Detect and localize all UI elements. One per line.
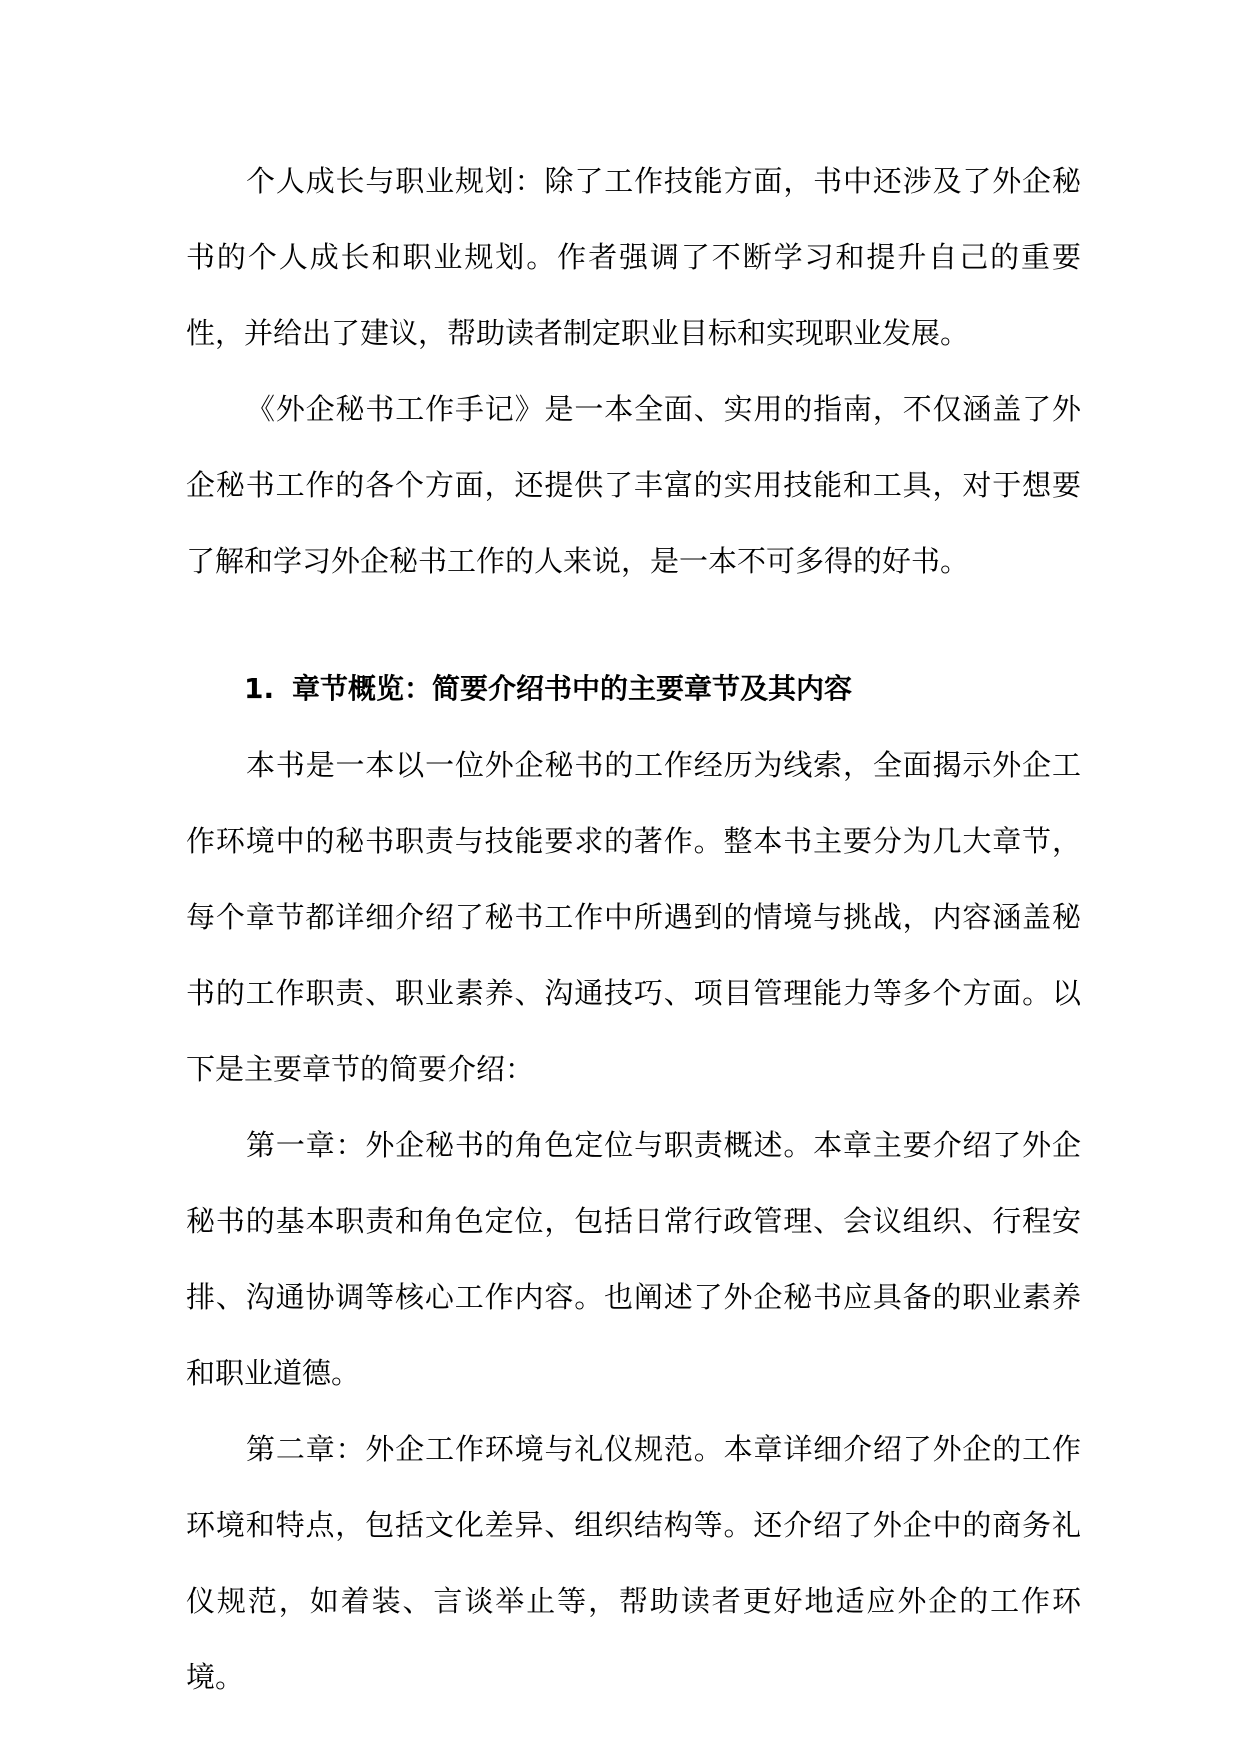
section-number: 1.: [244, 672, 275, 705]
paragraph-chapter-one: 第一章：外企秘书的角色定位与职责概述。本章主要介绍了外企秘书的基本职责和角色定位，包括日常行政管理、会议组织、行程安排、沟通协调等核心工作内容。也阐述了外企秘书应具备的职业素养和职业道德。: [186, 1128, 1081, 1390]
document-body: [186, 143, 1081, 1715]
paragraph-chapter-two: 第二章：外企工作环境与礼仪规范。本章详细介绍了外企的工作环境和特点，包括文化差异、组织结构等。还介绍了外企中的商务礼仪规范，如着装、言谈举止等，帮助读者更好地适应外企的工作环境。: [186, 1432, 1081, 1694]
paragraph-career-growth: 个人成长与职业规划：除了工作技能方面，书中还涉及了外企秘书的个人成长和职业规划。作者强调了不断学习和提升自己的重要性，并给出了建议，帮助读者制定职业目标和实现职业发展。: [186, 164, 1081, 350]
section-heading: [186, 651, 1081, 727]
paragraph-book-intro: 本书是一本以一位外企秘书的工作经历为线索，全面揭示外企工作环境中的秘书职责与技能要求的著作。整本书主要分为几大章节，每个章节都详细介绍了秘书工作中所遇到的情境与挑战，内容涵盖秘书的工作职责、职业素养、沟通技巧、项目管理能力等多个方面。以下是主要章节的简要介绍：: [186, 748, 1081, 1086]
paragraph-book-summary: 《外企秘书工作手记》是一本全面、实用的指南，不仅涵盖了外企秘书工作的各个方面，还提供了丰富的实用技能和工具，对于想要了解和学习外企秘书工作的人来说，是一本不可多得的好书。: [186, 392, 1081, 578]
section-title: 章节概览：简要介绍书中的主要章节及其内容: [292, 672, 853, 705]
